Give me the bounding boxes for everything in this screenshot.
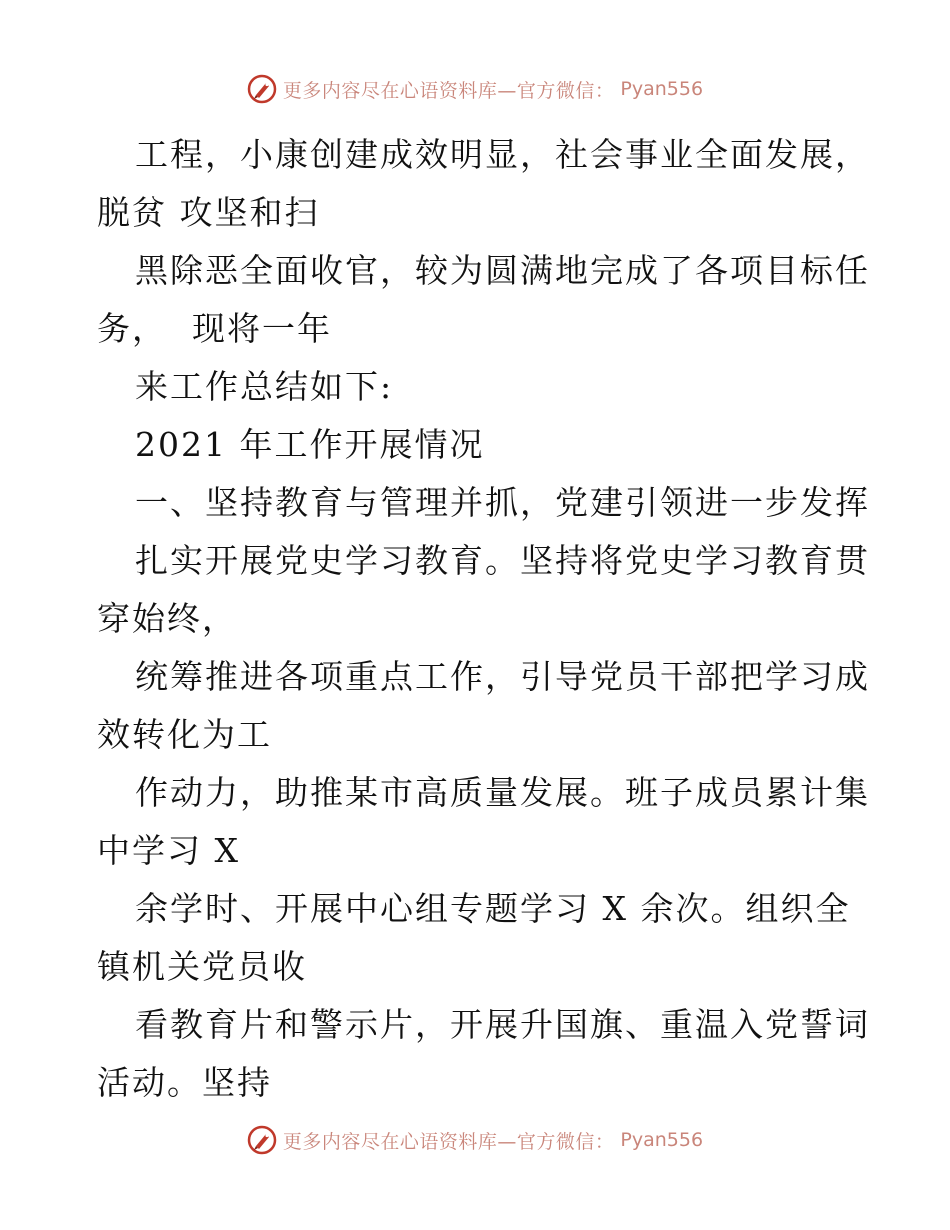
paragraph-line: 务， 现将一年 <box>97 309 332 348</box>
section-heading: 2021 年工作开展情况 <box>135 425 485 464</box>
fountain-pen-logo-icon <box>247 74 277 104</box>
paragraph-line: 余学时、开展中心组专题学习 X 余次。组织全 <box>135 889 851 928</box>
fountain-pen-logo-icon <box>247 1125 277 1155</box>
paragraph-line: 活动。坚持 <box>97 1063 272 1102</box>
paragraph-line: 来工作总结如下: <box>135 367 394 406</box>
paragraph-line: 脱贫 攻坚和扫 <box>97 193 320 232</box>
paragraph-line: 扎实开展党史学习教育。坚持将党史学习教育贯 <box>135 541 870 580</box>
paragraph-line: 作动力，助推某市高质量发展。班子成员累计集 <box>135 773 870 812</box>
paragraph-line: 效转化为工 <box>97 715 272 754</box>
watermark-text: 更多内容尽在心语资料库—官方微信： <box>282 79 615 102</box>
paragraph-line: 看教育片和警示片，开展升国旗、重温入党誓词 <box>135 1005 870 1044</box>
header-watermark <box>0 74 950 104</box>
watermark-text: 更多内容尽在心语资料库—官方微信： <box>282 1130 615 1153</box>
paragraph-line: 统筹推进各项重点工作，引导党员干部把学习成 <box>135 657 870 696</box>
watermark-wechat-id: Pyan556 <box>620 1129 704 1151</box>
paragraph-line: 镇机关党员收 <box>97 947 307 986</box>
paragraph-line: 穿始终， <box>97 599 237 638</box>
document-body <box>97 126 870 1112</box>
watermark-wechat-id: Pyan556 <box>620 78 704 100</box>
paragraph-line: 中学习 X <box>97 831 240 870</box>
footer-watermark <box>0 1125 950 1155</box>
paragraph-line: 工程，小康创建成效明显，社会事业全面发展， <box>135 135 870 174</box>
paragraph-line: 黑除恶全面收官，较为圆满地完成了各项目标任 <box>135 251 870 290</box>
section-heading: 一、坚持教育与管理并抓，党建引领进一步发挥 <box>135 483 870 522</box>
